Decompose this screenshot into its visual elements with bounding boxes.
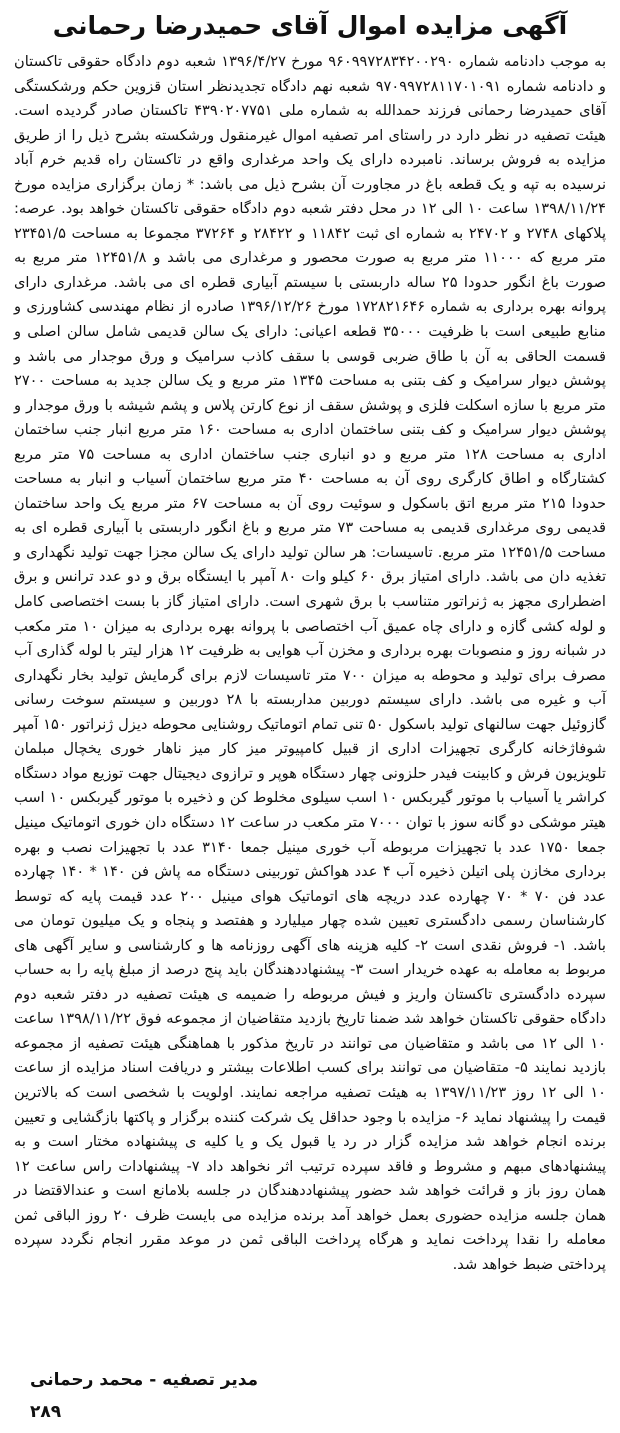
notice-title: آگهی مزایده اموال آقای حمیدرضا رحمانی xyxy=(52,11,568,40)
notice-body xyxy=(14,50,606,1277)
signature-line: مدیر تصفیه - محمد رحمانی xyxy=(30,1370,259,1390)
page-number: ۲۸۹ xyxy=(30,1402,62,1422)
auction-time-paragraph: * زمان برگزاری مزایده مورخ ۱۳۹۸/۱۱/۲۴ ساعت ۱۰ الی ۱۲ در محل دفتر شعبه دوم دادگاه حقوقی تاکستان خواهد بود. xyxy=(14,175,607,218)
property-description-paragraph: عرصه: پلاکهای ۲۷۴۸ و ۲۴۷۰۲ به شماره ای ثبت ۱۱۸۴۲ و ۲۸۴۲۲ و ۳۷۲۶۴ مجموعا به مساحت ۲۳۴۵۱/۵ متر مربع که ۱۱۰۰۰ متر مربع به صورت محصور و مرغداری می باشد و ۱۲۴۵۱/۸ متر مربع به صورت باغ انگور حدودا ۲۵ ساله داربستی با سیستم آبیاری قطره ای می باشد. مرغداری دارای پروانه بهره برداری به شماره ۱۷۲۸۲۱۶۴۶ مورخ ۱۳۹۶/۱۲/۲۶ صادره از نظام مهندسی کشاورزی و منابع طبیعی است با ظرفیت ۳۵۰۰۰ قطعه اعیانی: دارای یک سالن قدیمی شامل سالن اصلی و قسمت الحاقی به آن با طاق ضربی قوسی با سقف کاذب سرامیک و ورق موجدار می باشد و پوشش دیوار سرامیک و کف بتنی به مساحت ۱۳۴۵ متر مربع و یک سالن جدید به مساحت ۲۷۰۰ متر مربع با سازه اسکلت فلزی و پوشش سقف از نوع کارتن پلاس و پشم شیشه با ورق موجدار و پوشش دیوار سرامیک و کف بتنی ساختمان اداری به مساحت ۱۶۰ متر مربع انبار جنب ساختمان اداری به مساحت ۱۲۸ متر مربع و دو انباری جنب ساختمان اداری به مساحت ۷۵ متر مربع کشتارگاه و اطاق کارگری روی آن به مساحت ۴۰ متر مربع ساختمان آسیاب و انبار به مساحت حدودا ۲۱۵ متر مربع اتق باسکول و سوئیت روی آن به مساحت ۶۷ متر مربع یک واحد ساختمان قدیمی روی مرغداری قدیمی به مساحت ۷۳ متر مربع و باغ انگور داربستی با آبیاری قطره ای به مساحت ۱۲۴۵۱/۵ متر مربع. تاسیسات: هر سالن تولید دارای یک سالن مجزا جهت تولید نگهداری و تغذیه دان می باشد. دارای امتیاز برق ۶۰ کیلو وات ۸۰ آمپر با ایستگاه برق و دو عدد ترانس و برق اضطراری مجهز به ژنراتور متناسب با برق شهری است. دارای امتیاز گاز با بست اختصاصی کامل و لوله کشی گازه و دارای چاه عمیق آب اختصاصی با پروانه بهره برداری به میزان ۱۰ متر مکعب در شبانه روز و منصوبات بهره برداری و مخزن آب هوایی به ظرفیت ۱۲ هزار لیتر با لوله گذاری آب مصرف برای تولید و محوطه به میزان ۷۰۰ متر تاسیسات لازم برای گرمایش تولید بخار نگهداری آب و غیره می باشد. دارای سیستم دوربین مداربسته با ۲۸ دوربین و سیستم سوخت رسانی گازوئیل جهت سالنهای تولید باسکول ۵۰ تنی تمام اتوماتیک روشنایی محوطه دیزل ژنراتور ۱۵۰ آمپر شوفاژخانه کارگری تجهیزات اداری از قبیل کامپیوتر میز کار میز ناهار خوری یخچال مبلمان تلویزیون فرش و کابینت فیدر حلزونی چهار دستگاه هوپر و ترازوی دیجیتال جهت توزیع مواد دستگاه کراشر یا آسیاب با موتور گیربکس ۱۰ اسب سیلوی مخلوط کن و ذخیره با موتور گیربکس ۱۰ اسب هیتر موشکی دو گانه سوز با توان ۷۰۰۰ متر مکعب در ساعت ۱۲ دستگاه دان خوری اتوماتیک مینیل جمعا ۱۷۵۰ عدد با تجهیزات مربوطه آب خوری مینیل جمعا ۳۱۴۰ عدد با تجهیزات نصب و بهره برداری مخازن پلی اتیلن ذخیره آب ۴ عدد هواکش توربینی دستگاه مه پاش فن ۱۴۰ * ۱۴۰ چهارده عدد فن ۷۰ * ۷۰ چهارده عدد دریچه های اتوماتیک هوای مینیل ۲۰۰ عدد قیمت پایه که توسط کارشناسان رسمی دادگستری تعیین شده چهار میلیارد و هفتصد و پنجاه و یک میلیون تومان می باشد. ۱- فروش نقدی است ۲- کلیه هزینه های آگهی روزنامه ها و کارشناسی و سایر آگهی های مربوط به معامله به عهده خریدار است ۳- پیشنهاددهندگان باید پنج درصد از مبلغ پایه را به حساب سپرده دادگستری تاکستان واریز و فیش مربوطه را ضمیمه ی هیئت تصفیه در دفتر شعبه دوم دادگاه حقوقی تاکستان خواهد شد ضمنا تاریخ بازدید متقاضیان از مجموعه فوق ۱۳۹۸/۱۱/۲۲ ساعت ۱۰ الی ۱۲ می باشد و متقاضیان می توانند در تاریخ مذکور با هماهنگی هیئت تصفیه از مجموعه بازدید نمایند ۵- متقاضیان می توانند برای کسب اطلاعات بیشتر و دریافت اسناد مزایده از ساعت ۱۰ الی ۱۲ روز ۱۳۹۷/۱۱/۲۳ به هیئت تصفیه مراجعه نمایند. اولویت با شخصی است که بالاترین قیمت را پیشنهاد نماید ۶- مزایده با وجود حداقل یک شرکت کننده برگزار و پاکتها بازگشایی و تعیین برنده انجام خواهد شد مزایده گزار در رد یا قبول یک و یا کلیه ی پیشنهاده مختار است و به پیشنهادهای مبهم و مشروط و فاقد سپرده ترتیب اثر نخواهد داد ۷- پیشنهادات راس ساعت ۱۲ همان روز باز و قرائت خواهد شد حضور پیشنهاددهندگان در جلسه بلامانع است و عندالاقتضا در همان جلسه مزایده حضوری بعمل خواهد آمد برنده مزایده می بایست ظرف ۲۰ روز الباقی ثمن معامله را نقدا پرداخت نماید و هرگاه پرداخت الباقی ثمن در موعد مقرر انجام نگردد سپرده پرداختی ضبط خواهد شد. xyxy=(14,200,607,1273)
intro-paragraph: به موجب دادنامه شماره ۹۶۰۹۹۷۲۸۳۴۲۰۰۲۹۰ مورخ ۱۳۹۶/۴/۲۷ شعبه دوم دادگاه حقوقی تاکستان و دادنامه شماره ۹۷۰۹۹۷۲۸۱۱۷۰۱۰۹۱ شعبه نهم دادگاه تجدیدنظر استان قزوین حکم ورشکستگی آقای حمیدرضا رحمانی فرزند حمدالله به شماره ملی ۴۳۹۰۲۰۷۷۵۱ تاکستان صادر گردیده است. هیئت تصفیه در نظر دارد در راستای امر تصفیه اموال غیرمنقول ورشکسته بشرح ذیل را از طریق مزایده به فروش برساند. نامبرده دارای یک واحد مرغداری واقع در تاکستان راه قدیم خرم آباد نرسیده به تپه و یک قطعه باغ در مجاورت آن بشرح ذیل می باشد: xyxy=(14,53,607,193)
